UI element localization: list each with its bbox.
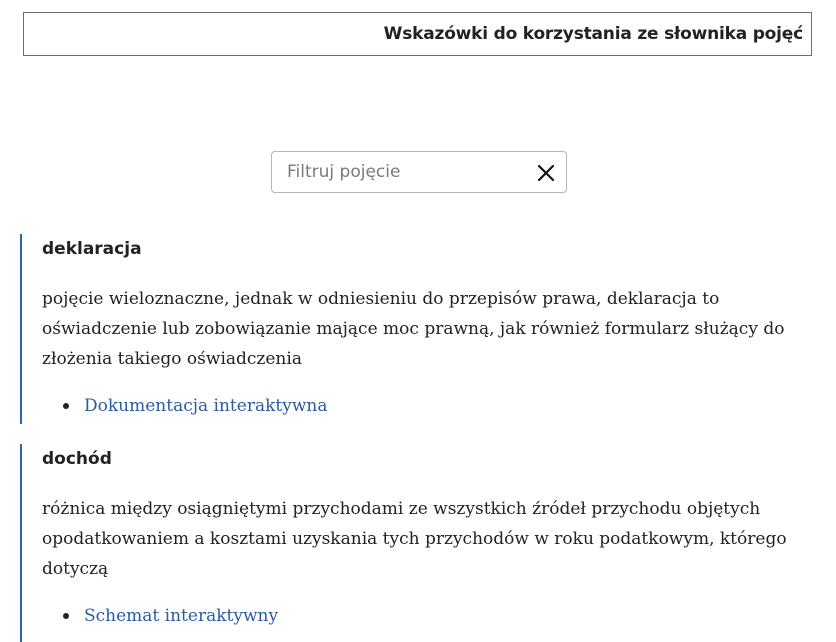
clear-filter-button[interactable]	[534, 161, 558, 185]
glossary-entry	[20, 234, 820, 424]
glossary-definition: pojęcie wieloznaczne, jednak w odniesieniu do przepisów prawa, deklaracja to oświadczenie lub zobowiązanie mające moc prawną, jak również formularz służący do złożenia takiego oświadczenia	[42, 289, 785, 369]
related-link-item	[42, 391, 820, 421]
filter-field	[271, 151, 567, 193]
close-icon	[537, 164, 555, 182]
bullet-icon	[63, 613, 69, 619]
related-link-item	[42, 601, 820, 631]
related-links-list	[42, 601, 820, 631]
glossary-hints-title: Wskazówki do korzystania ze słownika pojęć	[383, 24, 803, 44]
related-link[interactable]: Schemat interaktywny	[84, 606, 279, 626]
glossary-term: dochód	[42, 449, 112, 469]
filter-input[interactable]	[272, 152, 527, 192]
related-links-list	[42, 391, 820, 421]
bullet-icon	[63, 403, 69, 409]
related-link[interactable]: Dokumentacja interaktywna	[84, 396, 328, 416]
glossary-hints-toggle[interactable]	[23, 12, 812, 56]
glossary-entry	[20, 444, 820, 642]
glossary-term: deklaracja	[42, 239, 142, 259]
glossary-definition: różnica między osiągniętymi przychodami ze wszystkich źródeł przychodu objętych opodatkowaniem a kosztami uzyskania tych przychodów w roku podatkowym, którego dotyczą	[42, 499, 787, 579]
